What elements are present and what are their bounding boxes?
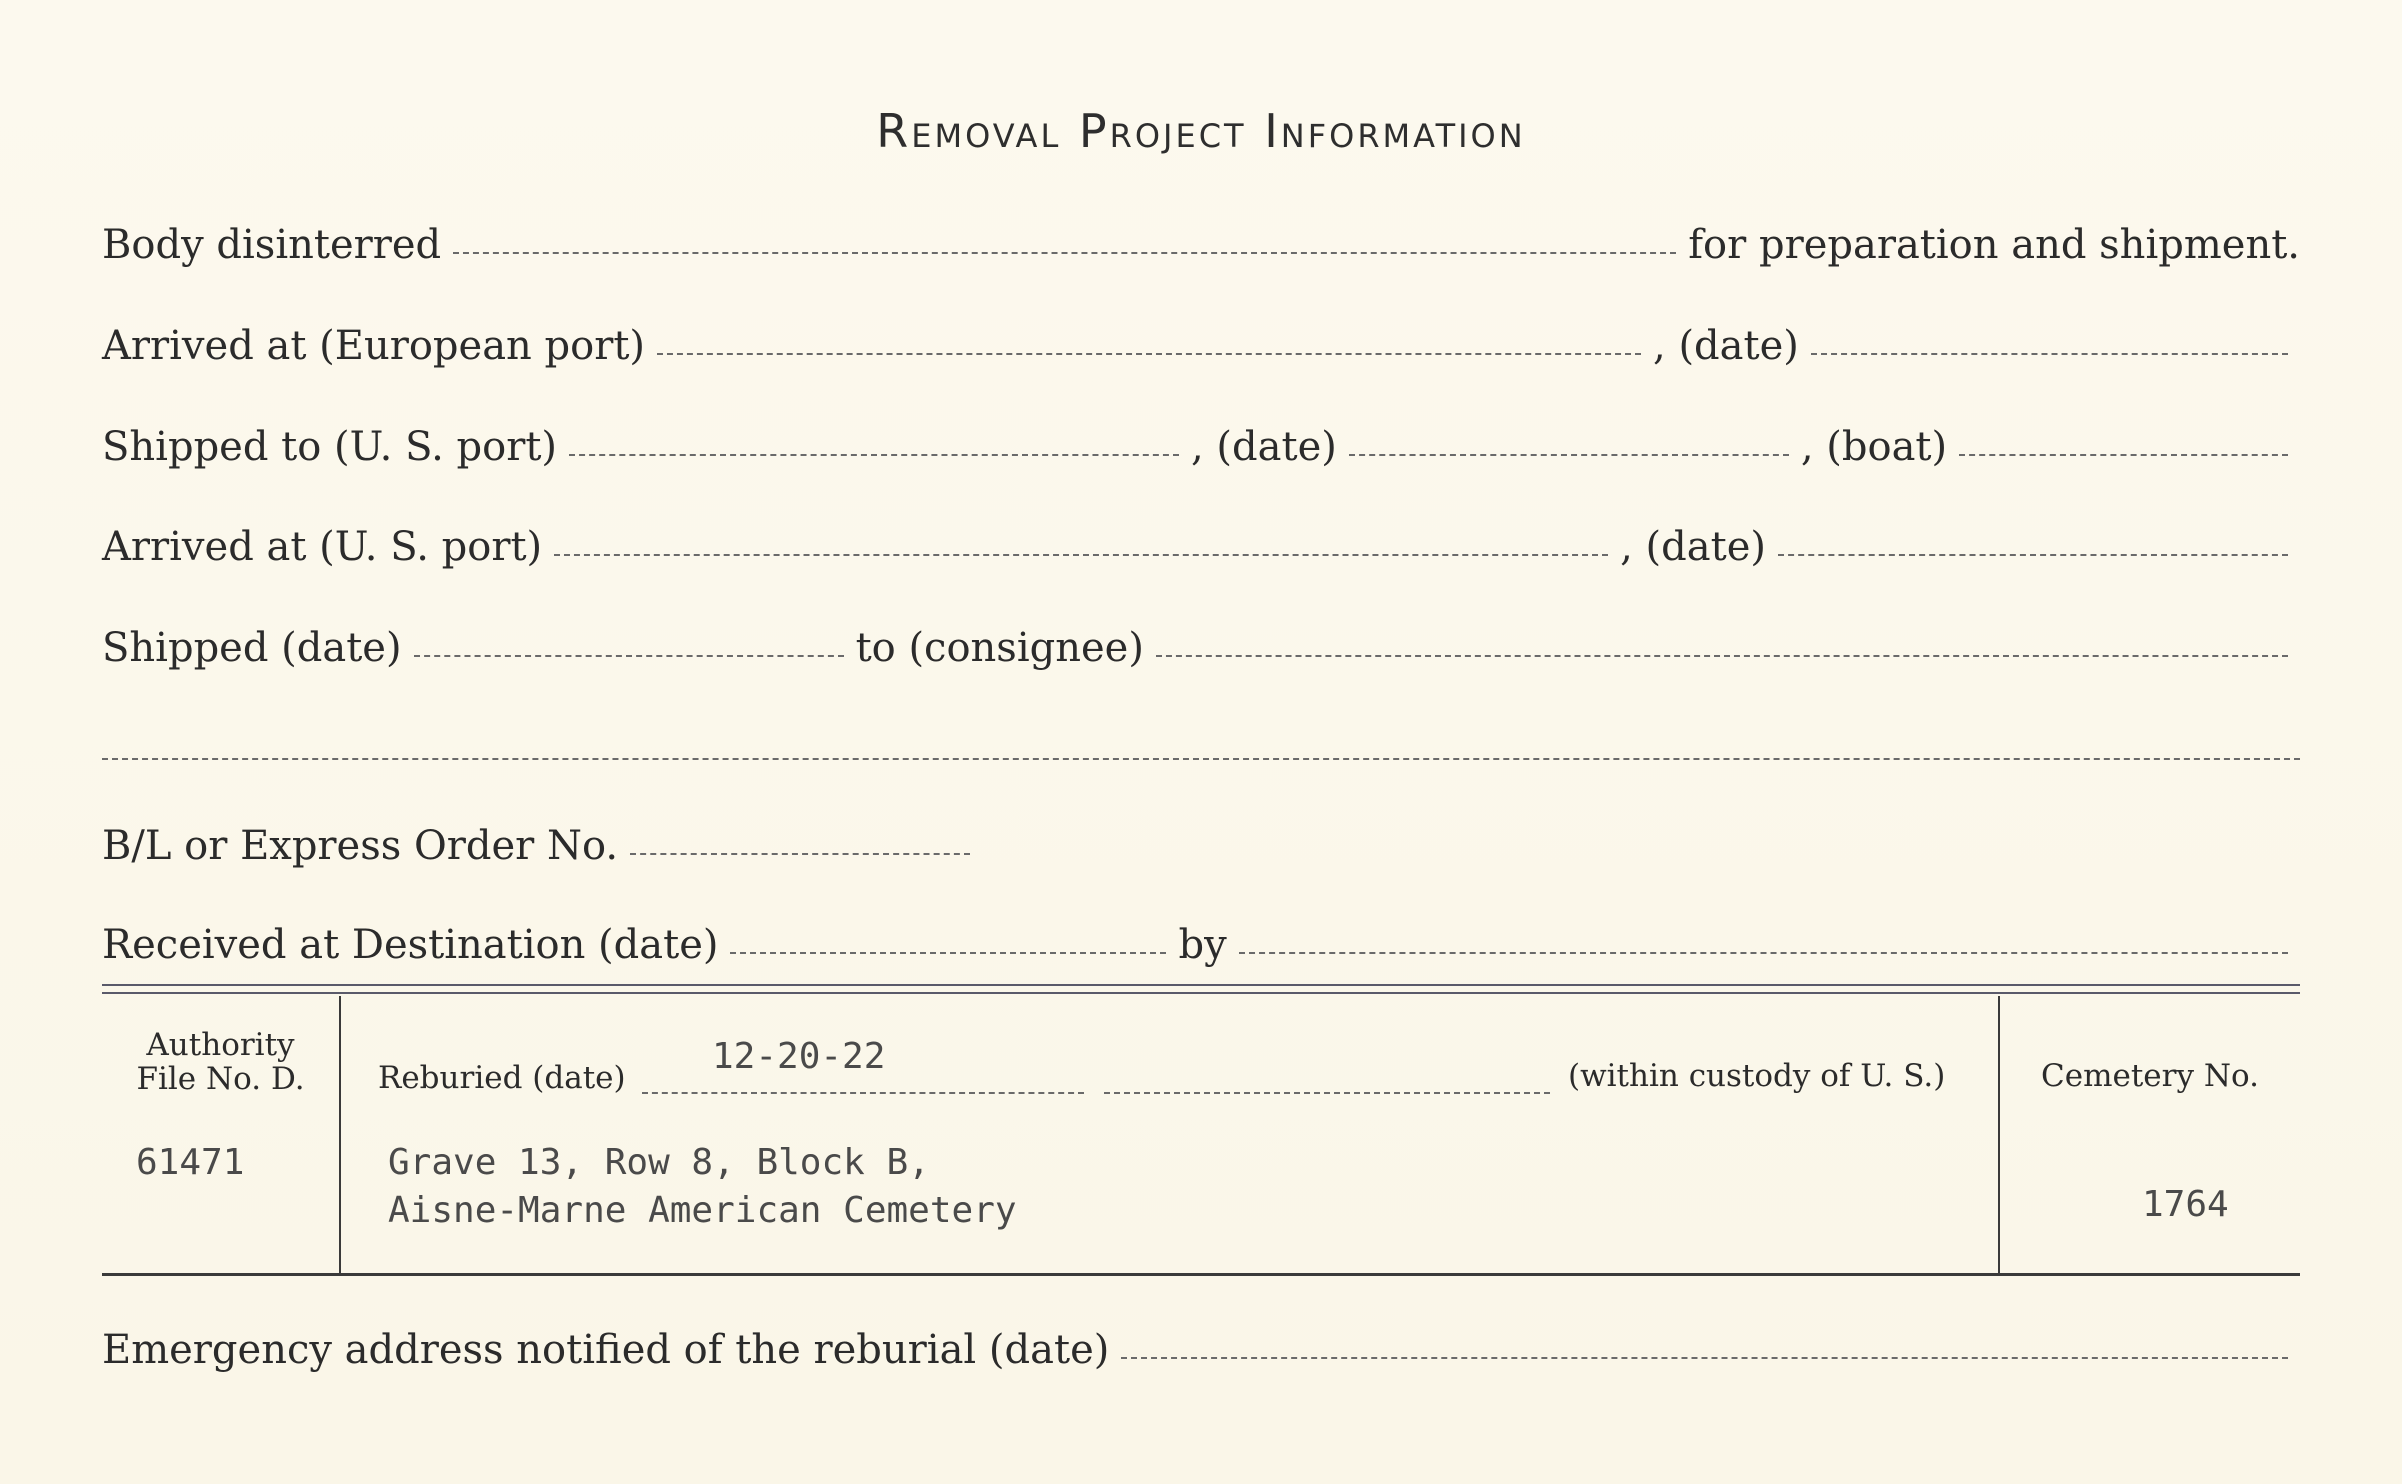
received-date-field[interactable] — [730, 952, 1166, 954]
row-received — [102, 922, 2300, 968]
received-label: Received at Destination (date) — [102, 922, 719, 968]
bl-order-label: B/L or Express Order No. — [102, 823, 619, 869]
shipped-date-label: Shipped (date) — [102, 625, 402, 671]
arrived-us-date-label: , (date) — [1620, 524, 1766, 570]
table-divider-left — [339, 996, 341, 1274]
arrived-us-port-field[interactable] — [554, 554, 1608, 556]
shipped-us-date-label: , (date) — [1191, 424, 1337, 470]
body-disinterred-field[interactable] — [453, 252, 1676, 254]
table-top-rule — [102, 984, 2300, 994]
shipped-us-date-field[interactable] — [1349, 454, 1789, 456]
reburied-extra-field[interactable] — [1104, 1092, 1550, 1094]
row-emergency — [102, 1327, 2300, 1373]
shipped-us-port-field[interactable] — [569, 454, 1179, 456]
custody-label: (within custody of U. S.) — [1568, 1058, 1946, 1094]
emergency-date-field[interactable] — [1121, 1357, 2288, 1359]
authority-label-line-2: File No. D. — [136, 1061, 305, 1097]
arrived-european-date-field[interactable] — [1811, 353, 2288, 355]
shipped-us-label: Shipped to (U. S. port) — [102, 424, 557, 470]
arrived-us-date-field[interactable] — [1778, 554, 2288, 556]
arrived-european-port-field[interactable] — [657, 353, 1641, 355]
emergency-label: Emergency address notified of the reburial (date) — [102, 1327, 1110, 1373]
form-title: Removal Project Information — [876, 104, 1526, 158]
authority-label-line-1: Authority — [146, 1027, 295, 1063]
reburied-date-field[interactable] — [642, 1092, 1084, 1094]
arrived-european-date-label: , (date) — [1653, 323, 1799, 369]
row-body-disinterred — [102, 222, 2300, 268]
arrived-us-label: Arrived at (U. S. port) — [102, 524, 543, 570]
body-disinterred-suffix: for preparation and shipment. — [1688, 222, 2300, 268]
bl-order-field[interactable] — [630, 853, 970, 855]
row-arrived-european — [102, 323, 2300, 369]
cemetery-label: Cemetery No. — [2041, 1058, 2259, 1094]
received-by-field[interactable] — [1239, 952, 2288, 954]
authority-label — [102, 1028, 339, 1096]
row-arrived-us — [102, 524, 2300, 570]
shipped-us-boat-field[interactable] — [1959, 454, 2288, 456]
table-divider-right — [1998, 996, 2000, 1274]
consignee-field[interactable] — [1156, 655, 2288, 657]
received-by-label: by — [1178, 922, 1227, 968]
reburied-date: 12-20-22 — [712, 1036, 886, 1077]
consignee-continuation-field[interactable] — [102, 758, 2300, 760]
row-shipped-us — [102, 424, 2300, 470]
grave-location-line-2: Aisne-Marne American Cemetery — [388, 1190, 1017, 1231]
grave-location-line-1: Grave 13, Row 8, Block B, — [388, 1142, 930, 1183]
row-shipped-date — [102, 625, 2300, 671]
consignee-label: to (consignee) — [855, 625, 1144, 671]
row-bl-order — [102, 823, 2300, 869]
arrived-european-label: Arrived at (European port) — [102, 323, 646, 369]
reburied-label: Reburied (date) — [378, 1060, 626, 1096]
authority-file-number: 61471 — [136, 1142, 245, 1183]
cemetery-number: 1764 — [2142, 1184, 2229, 1225]
body-disinterred-label: Body disinterred — [102, 222, 442, 268]
shipped-date-field[interactable] — [414, 655, 844, 657]
shipped-us-boat-label: , (boat) — [1800, 424, 1948, 470]
table-bottom-rule — [102, 1273, 2300, 1276]
